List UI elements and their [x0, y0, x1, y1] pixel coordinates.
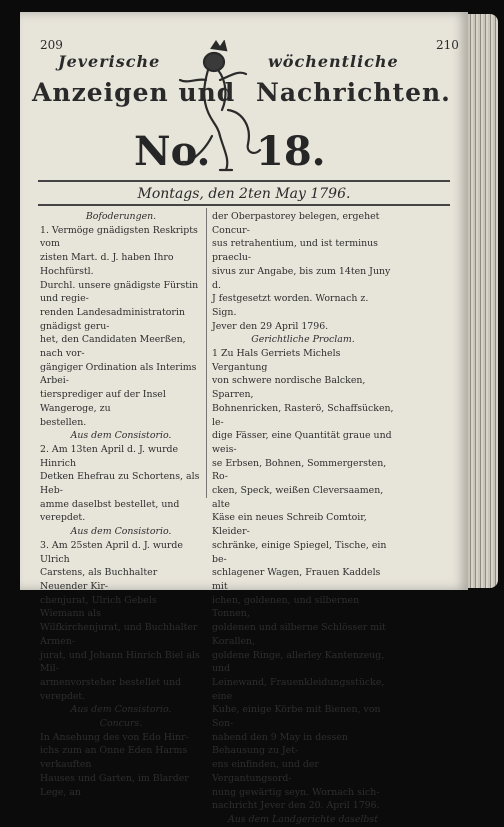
- text-line: 3. Am 25sten April d. J. wurde Ulrich: [40, 539, 183, 565]
- text-line: Durchl. unsere gnädigste Fürstin und regie-: [40, 279, 199, 305]
- text-line: Hauses und Garten, im Blarder Lege, an: [40, 772, 189, 798]
- section-heading: Concurs.: [99, 718, 143, 730]
- text-line: chenjurat, Ulrich Gebels Wiemann als: [40, 594, 157, 620]
- section-heading: Aus dem Consistorio.: [70, 704, 172, 716]
- text-line: schlagener Wagen, Frauen Kaddels mit: [212, 567, 381, 592]
- text-line: der Oberpastorey belegen, ergehet Concur-: [212, 211, 380, 236]
- title-line2-left: Anzeigen und: [32, 78, 236, 107]
- text-line: nabend den 9 May in dessen Behausung zu Jet-: [212, 731, 348, 757]
- section-heading: Aus dem Consistorio.: [70, 526, 172, 538]
- text-line: J festgesetzt worden. Wornach z. Sign.: [212, 293, 369, 318]
- section-heading: Bofoderungen.: [85, 211, 157, 222]
- top-rule: [38, 180, 450, 182]
- issue-number: 18.: [256, 128, 326, 175]
- text-line: armenvorsteher bestellet und verepdet.: [40, 676, 182, 702]
- text-line: het, den Candidaten Meerßen, nach vor-: [40, 334, 186, 360]
- text-line: sivus zur Angabe, bis zum 14ten Juny d.: [212, 265, 391, 291]
- text-line: 2. Am 13ten April d. J. wurde Hinrich: [40, 443, 179, 469]
- text-line: Bohnenricken, Rasterö, Schaffsücken, le-: [212, 402, 394, 428]
- section-heading: Gerichtliche Proclam.: [251, 334, 355, 346]
- section-heading: Aus dem Consistorio.: [70, 430, 172, 442]
- page-edges: [468, 14, 498, 588]
- text-line: dige Fässer, eine Quantität graue und weis-: [212, 430, 392, 455]
- text-line: Kuhe, einige Körbe mit Bienen, von Son-: [212, 704, 381, 730]
- text-line: Detken Ehefrau zu Schortens, als Heb-: [40, 471, 200, 497]
- text-line: tiersprediger auf der Insel Wangeroge, zu: [40, 389, 166, 414]
- text-line: amme daselbst bestellet, und verepdet.: [40, 498, 180, 524]
- text-line: schränke, einige Spiegel, Tische, ein be-: [212, 539, 387, 565]
- column-divider: [206, 208, 207, 498]
- section-heading: Aus dem Landgerichte daselbst: [227, 813, 378, 825]
- text-line: se Erbsen, Bohnen, Sommergersten, Ro-: [212, 457, 387, 483]
- page-number-right: 210: [436, 38, 459, 52]
- title-line1-left: Jeverische: [58, 52, 161, 71]
- text-line: von schwere nordische Balcken, Sparren,: [212, 375, 366, 401]
- text-line: ichs zum an Onne Eden Harms verkauften: [40, 745, 188, 771]
- text-line: goldene Ringe, allerley Kantenzeug, und: [212, 649, 385, 675]
- dateline: Montags, den 2ten May 1796.: [137, 186, 351, 202]
- text-line: Leinewand, Frauenkleidungsstücke, eine: [212, 676, 385, 702]
- bottom-rule: [38, 204, 450, 206]
- text-line: ichen, goldenen, und silbernen Tonnen,: [212, 594, 360, 620]
- text-line: sus retrahentium, und ist terminus praeclu-: [212, 238, 378, 264]
- text-line: cken, Speck, weißen Cleversaamen, alte: [212, 485, 384, 510]
- text-line: jurat, und Johann Hinrich Biel als Mil-: [40, 649, 200, 675]
- text-line: 1. Vermöge gnädigsten Reskripts vom: [40, 224, 198, 250]
- text-line: nachricht Jever den 20. April 1796.: [212, 800, 380, 812]
- issue-number-prefix: No.: [134, 128, 211, 175]
- text-line: renden Landesadministratorin gnädigst geru-: [40, 306, 185, 332]
- text-line: Jever den 29 April 1796.: [212, 320, 329, 332]
- right-column: [212, 210, 394, 827]
- title-line2-right: Nachrichten.: [256, 78, 451, 107]
- text-line: In Ansehung des von Edo Hinr-: [40, 731, 189, 743]
- text-line: goldenen und silberne Schlösser mit Korallen,: [212, 622, 386, 647]
- title-line1-right: wöchentliche: [268, 52, 399, 71]
- text-line: gängiger Ordination als Interims Arbei-: [40, 361, 197, 387]
- page-number-left: 209: [40, 38, 63, 52]
- text-line: Wilfkirchenjurat, und Buchhalter Armen-: [40, 622, 198, 647]
- text-line: Carstens, als Buchhalter Neuender Kir-: [40, 567, 158, 592]
- text-line: zisten Mart. d. J. haben Ihro Hochfürstl.: [40, 252, 174, 277]
- text-line: ens einfinden, und der Vergantungsord-: [212, 759, 319, 784]
- left-column: [40, 210, 202, 799]
- text-line: bestellen.: [40, 416, 87, 428]
- text-line: Käse ein neues Schreib Comtoir, Kleider-: [212, 512, 367, 538]
- text-line: nung gewärtig seyn. Wornach sich-: [212, 786, 380, 798]
- text-line: 1 Zu Hals Gerriets Michels Vergantung: [212, 348, 341, 373]
